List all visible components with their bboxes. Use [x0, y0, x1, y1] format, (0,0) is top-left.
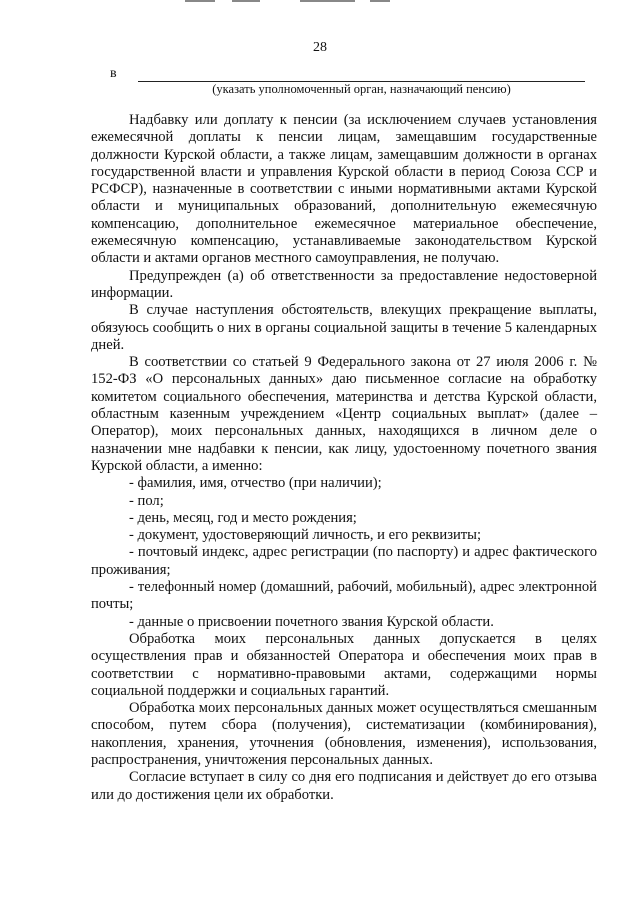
list-item: - документ, удостоверяющий личность, и его реквизиты;: [129, 527, 482, 544]
list-item: - данные о присвоении почетного звания Курской области.: [129, 613, 494, 630]
paragraph-no-other-payments: Надбавку или доплату к пенсии (за исключением случаев установления ежемесячной доплаты к пенсии лицам, замещавшим государственные должности Курской области, а также лицам, замещавшим должности в органах государственной власти и управления Курской области в период Союза ССР и РСФСР), назначенные в соответствии с иными нормативными актами Курской области и муниципальных образований, дополнительную ежемесячную компенсацию, дополнительное ежемесячное материальное обеспечение, ежемесячную компенсацию, устанавливаемые законодательством Курской области и актами органов местного самоуправления, не получаю.: [91, 112, 597, 267]
paragraph-processing-purpose: Обработка моих персональных данных допускается в целях осуществления прав и обязанностей Оператора и обеспечения моих прав в соответствии с нормативно-правовыми актами, содержащими нормы социальной поддержки и социальных гарантий.: [91, 630, 597, 699]
paragraph-data-consent: В соответствии со статьей 9 Федерального закона от 27 июля 2006 г. № 152-ФЗ «О персональных данных» даю письменное согласие на обработку комитетом социального обеспечения, материнства и детства Курской области, областным казенным учреждением «Центр социальных выплат» (далее – Оператор), моих персональных данных, находящихся в личном деле о назначении мне надбавки к пенсии, как лицу, удостоенному почетного звания Курской области, а именно:: [91, 354, 597, 474]
list-item: - почтовый индекс, адрес регистрации (по паспорту) и адрес фактического проживания;: [91, 544, 597, 578]
list-item: - день, месяц, год и место рождения;: [129, 509, 357, 526]
paragraph-liability-warning: Предупрежден (а) об ответственности за предоставление недостоверной информации.: [91, 267, 597, 301]
list-item: - телефонный номер (домашний, рабочий, мобильный), адрес электронной почты;: [91, 579, 597, 613]
addressee-hint: (указать уполномоченный орган, назначающий пенсию): [212, 82, 511, 96]
personal-data-list: [91, 475, 597, 631]
scan-artifact-marks: [0, 0, 640, 4]
paragraph-consent-validity: Согласие вступает в силу со дня его подписания и действует до его отзыва или до достижения цели их обработки.: [91, 769, 597, 803]
addressee-prefix: в: [110, 66, 117, 81]
paragraph-notification-obligation: В случае наступления обстоятельств, влекущих прекращение выплаты, обязуюсь сообщить о них в органы социальной защиты в течение 5 календарных дней.: [91, 302, 597, 353]
addressee-block: [110, 66, 585, 100]
paragraph-processing-methods: Обработка моих персональных данных может осуществляться смешанным способом, путем сбора (получения), систематизации (комбинирования), накопления, хранения, уточнения (обновления, изменения), использования, распространения, уничтожения персональных данных.: [91, 700, 597, 768]
list-item: - пол;: [129, 492, 164, 509]
document-body: [91, 112, 597, 804]
list-item: - фамилия, имя, отчество (при наличии);: [129, 475, 382, 492]
page-number: 28: [313, 40, 327, 55]
